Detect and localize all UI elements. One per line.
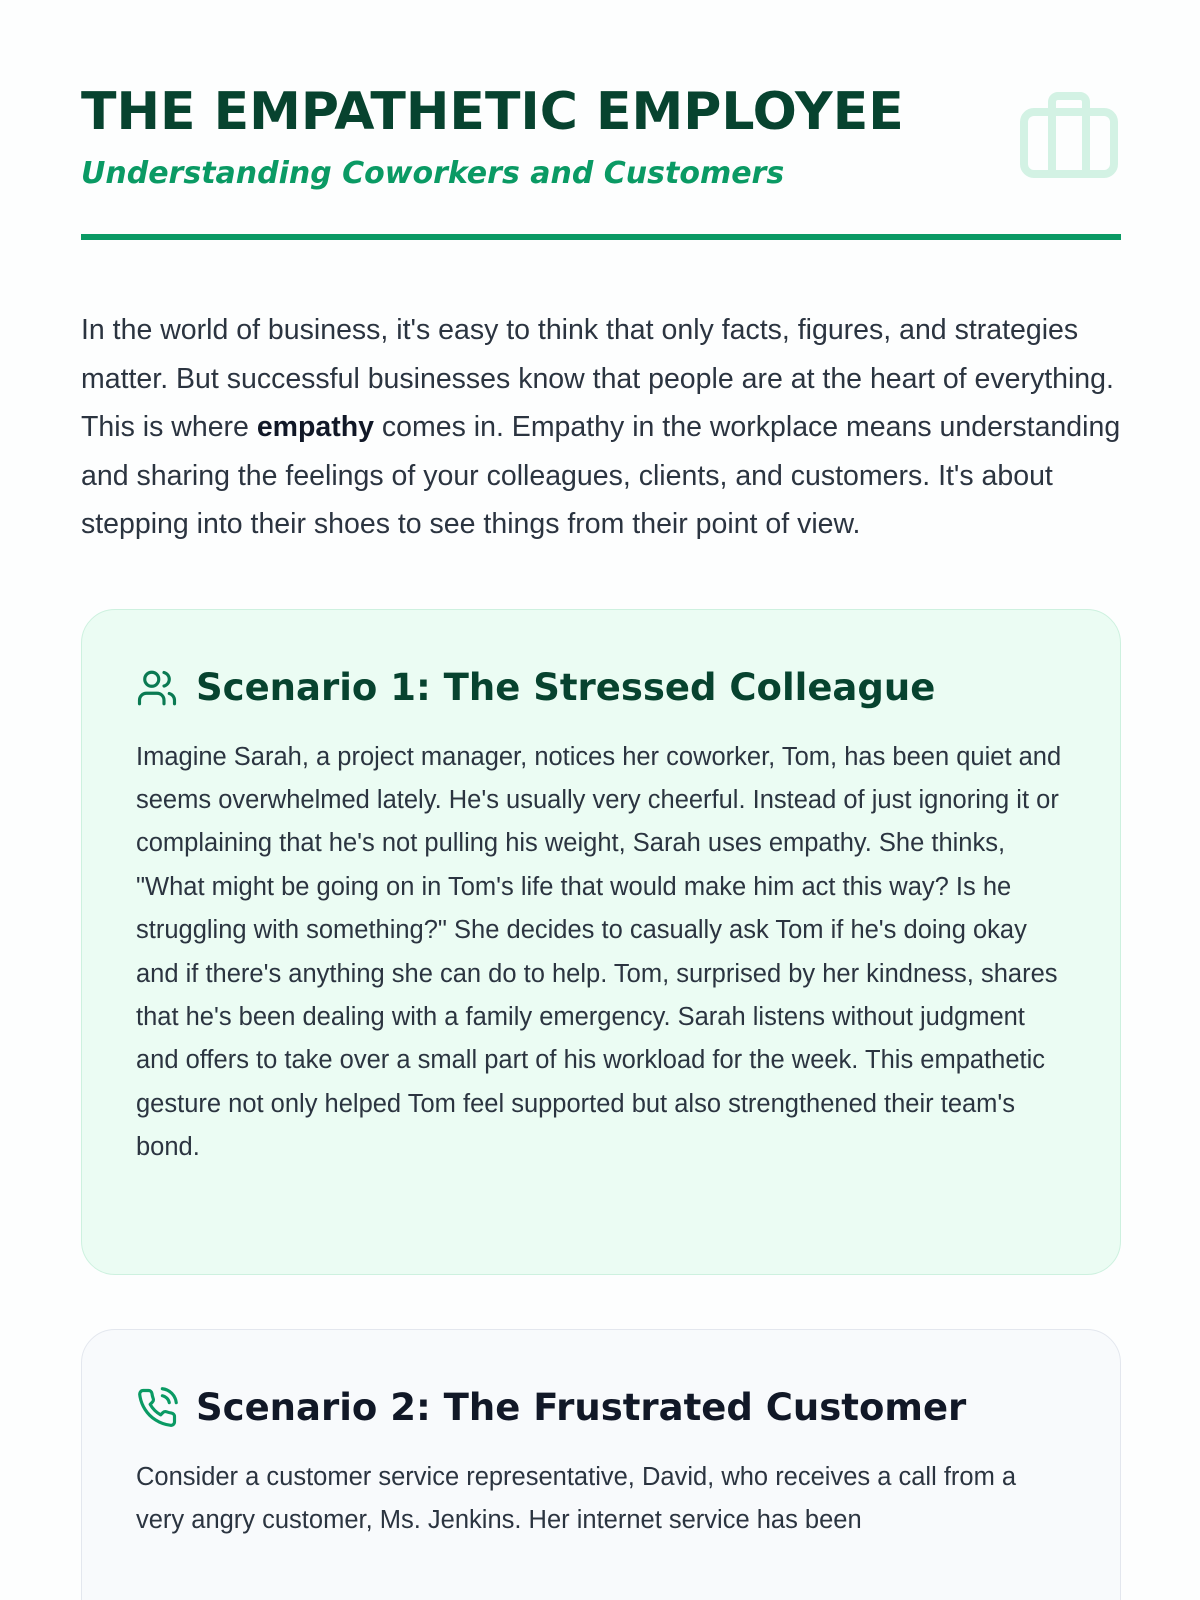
page-subtitle: Understanding Coworkers and Customers	[81, 156, 785, 191]
scenario-2-title: Scenario 2: The Frustrated Customer	[196, 1385, 967, 1429]
scenario-card-1	[81, 609, 1121, 1275]
page-title: THE EMPATHETIC EMPLOYEE	[81, 82, 904, 142]
page-header	[81, 0, 1121, 240]
scenario-2-text: Consider a customer service representative, David, who receives a call from a very angry customer, Ms. Jenkins. Her internet service has been	[136, 1462, 1017, 1534]
briefcase-icon	[1019, 90, 1119, 180]
intro-emphasis: empathy	[256, 411, 375, 443]
scenario-card-2	[81, 1329, 1121, 1600]
scenario-1-text: Imagine Sarah, a project manager, notices her coworker, Tom, has been quiet and seems overwhelmed lately. He's usually very cheerful. Instead of just ignoring it or complaining that he's not pulling his weight, Sarah uses empathy. She thinks, "What might be going on in Tom's life that would make him act this way? Is he struggling with something?" She decides to casually ask Tom if he's doing okay and if there's anything she can do to help. Tom, surprised by her kindness, shares that he's been dealing with a family emergency. Sarah listens without judgment and offers to take over a small part of his workload for the week. This empathetic gesture not only helped Tom feel supported but also strengthened their team's bond.	[136, 742, 1062, 1162]
scenario-2-header	[136, 1382, 1070, 1434]
scenario-1-title: Scenario 1: The Stressed Colleague	[196, 665, 936, 709]
document-page	[81, 0, 1121, 1600]
users-icon	[136, 667, 178, 709]
scenario-1-header	[136, 662, 1070, 714]
phone-call-icon	[136, 1387, 178, 1429]
intro-text-before: In the world of business, it's easy to think that only facts, figures, and strategies matter. But successful businesses know that people are at the heart of everything. This is where	[81, 314, 1114, 443]
intro-paragraph	[81, 306, 1121, 549]
intro-text-after: comes in. Empathy in the workplace means understanding and sharing the feelings of your colleagues, clients, and customers. It's about stepping into their shoes to see things from their point of view.	[81, 411, 1121, 540]
